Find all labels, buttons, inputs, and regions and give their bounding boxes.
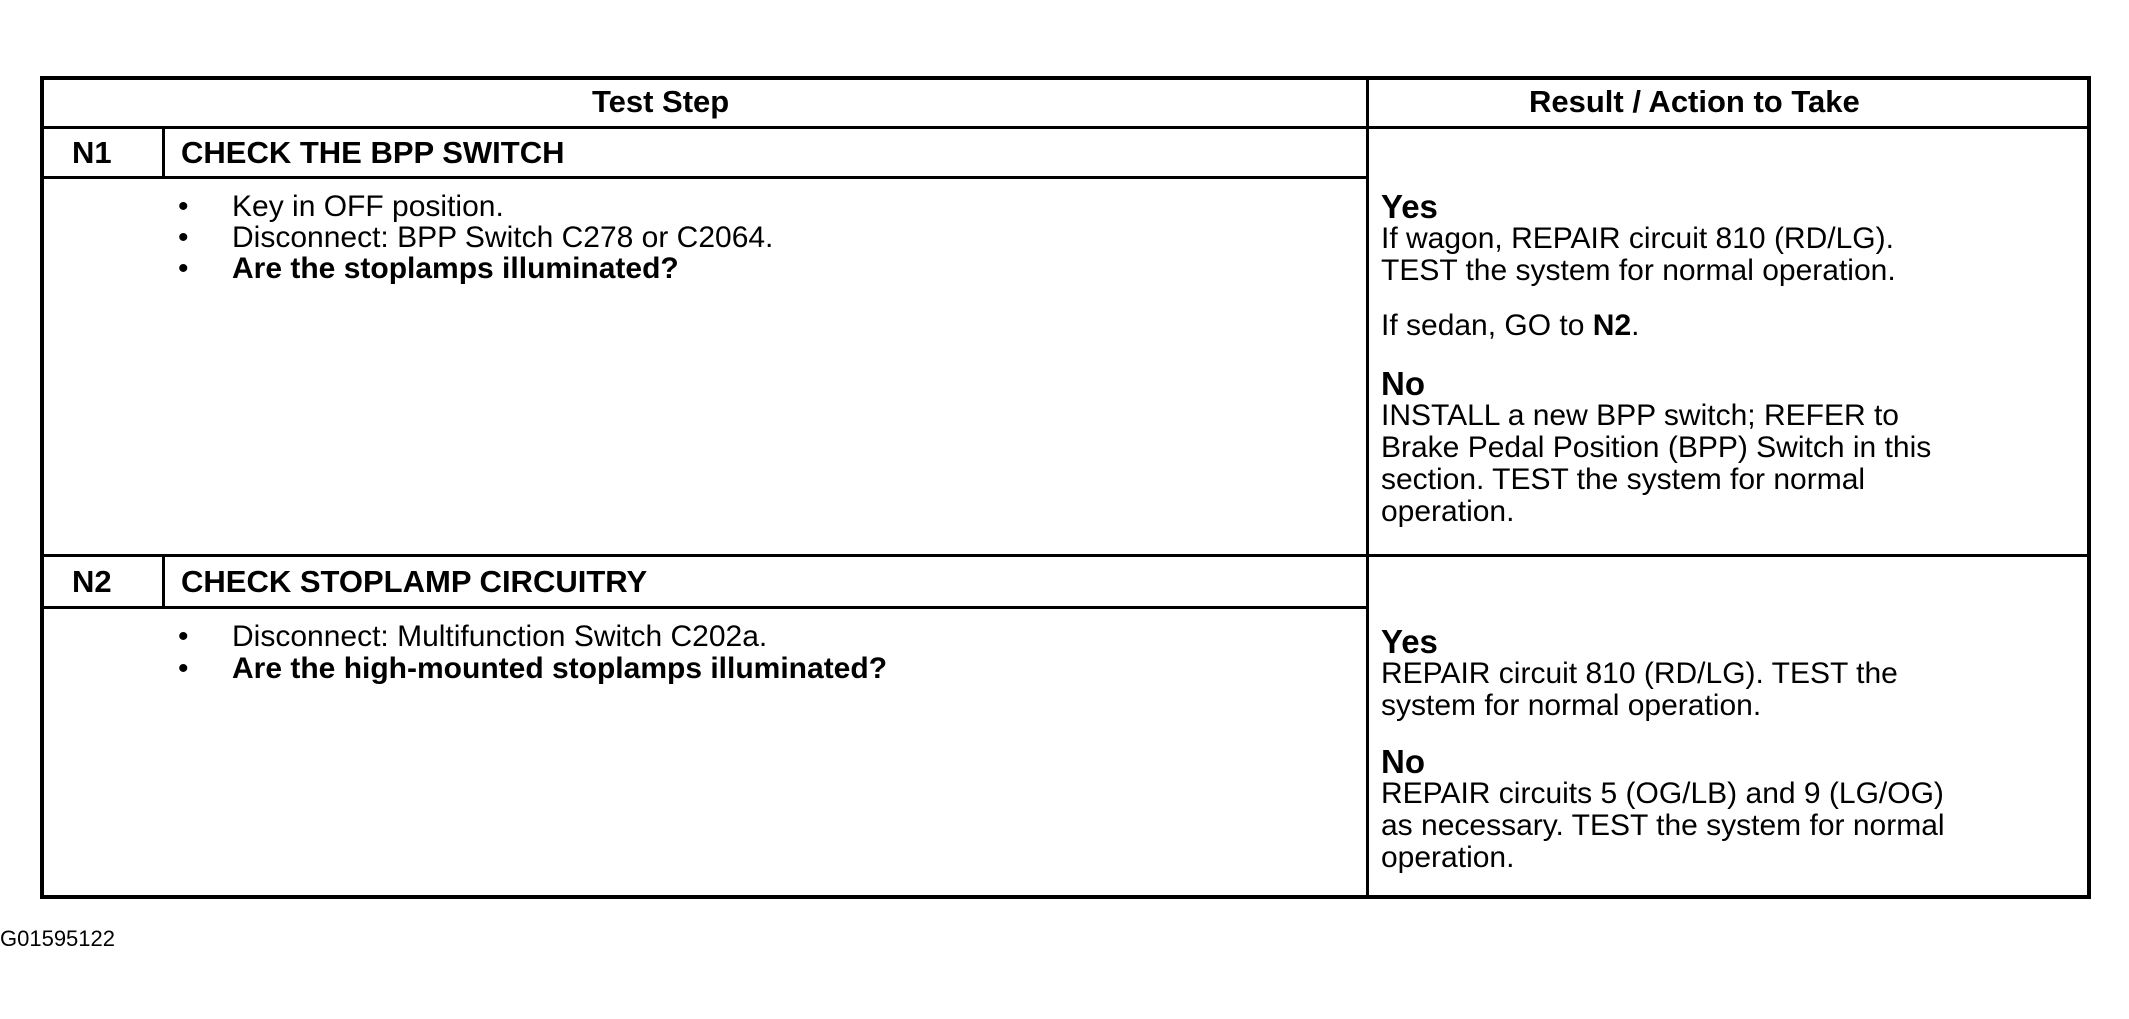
- n2-yes-text: REPAIR circuit 810 (RD/LG). TEST the system for normal operation.: [1381, 657, 1898, 722]
- n1-goto-ref: N2: [1592, 309, 1632, 342]
- bullet-icon: •: [178, 190, 189, 223]
- header-divider: [44, 126, 2087, 129]
- bullet-icon: •: [178, 652, 189, 685]
- bullet-text: Disconnect: BPP Switch C278 or C2064.: [232, 221, 774, 254]
- bullet-icon: •: [178, 620, 189, 653]
- n1-title-divider: [44, 176, 1366, 179]
- step-title-n2: CHECK STOPLAMP CIRCUITRY: [181, 564, 648, 599]
- step-id-n2: N2: [72, 564, 112, 599]
- step-id-n1: N1: [72, 135, 112, 170]
- n1-yes-text2-prefix: If sedan, GO to: [1381, 309, 1593, 342]
- column-divider: [1366, 80, 1369, 895]
- n2-top-divider: [44, 554, 2087, 557]
- bullet-icon: •: [178, 221, 189, 254]
- n2-id-divider: [162, 554, 165, 608]
- n2-no-text: REPAIR circuits 5 (OG/LB) and 9 (LG/OG) as necessary. TEST the system for normal operation.: [1381, 777, 1945, 874]
- n2-title-divider: [44, 606, 1366, 609]
- n1-id-divider: [162, 126, 165, 178]
- n1-no-text: INSTALL a new BPP switch; REFER to Brake Pedal Position (BPP) Switch in this section. TEST the system for normal operation.: [1381, 399, 1932, 528]
- figure-id: G01595122: [0, 926, 115, 951]
- bullet-text: Key in OFF position.: [232, 190, 504, 223]
- n2-no-label: No: [1381, 743, 1425, 780]
- n2-yes-label: Yes: [1381, 623, 1438, 660]
- n1-yes-label: Yes: [1381, 188, 1438, 225]
- n1-no-label: No: [1381, 365, 1425, 402]
- n1-yes-text2-suffix: .: [1631, 309, 1640, 342]
- step-title-n1: CHECK THE BPP SWITCH: [181, 135, 565, 170]
- header-test-step: Test Step: [592, 84, 730, 119]
- n1-yes-text: If wagon, REPAIR circuit 810 (RD/LG). TEST the system for normal operation.: [1381, 222, 1896, 287]
- question-text: Are the stoplamps illuminated?: [232, 252, 679, 285]
- question-text: Are the high-mounted stoplamps illuminated?: [232, 652, 888, 685]
- bullet-icon: •: [178, 252, 189, 285]
- bullet-text: Disconnect: Multifunction Switch C202a.: [232, 620, 768, 653]
- n1-yes-text2: [1381, 310, 2091, 342]
- header-result-action: Result / Action to Take: [1529, 84, 1860, 119]
- diagnostic-table: [40, 76, 2091, 899]
